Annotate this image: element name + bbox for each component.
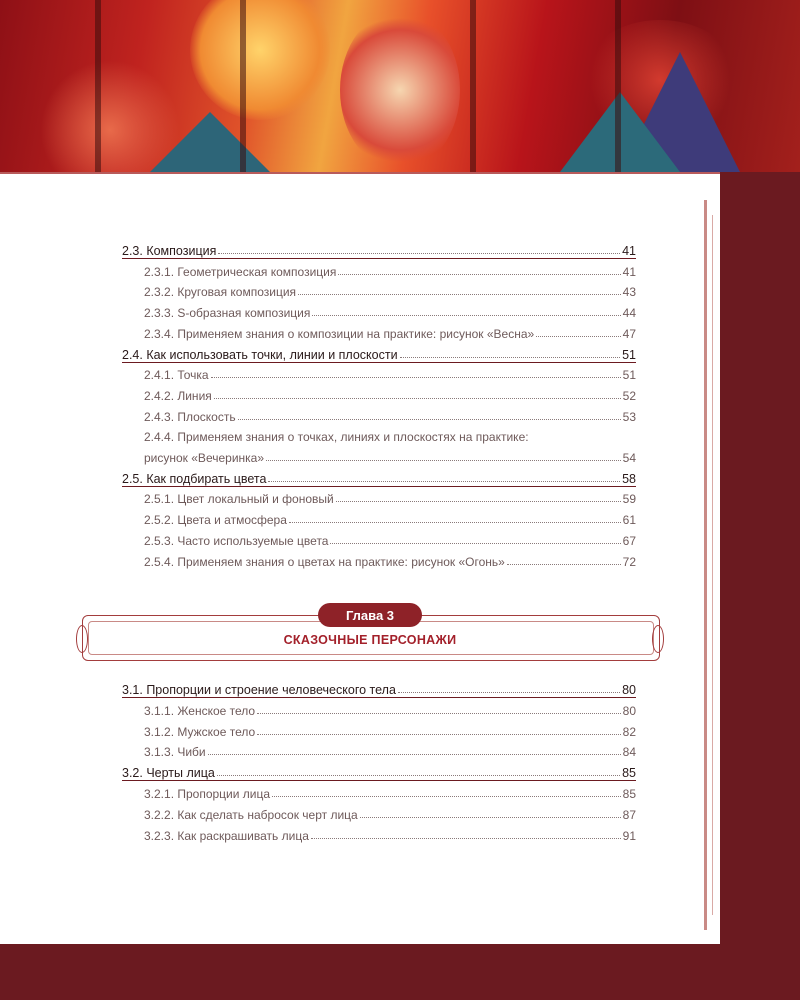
toc-subsection-entry[interactable] (144, 445, 636, 465)
toc-dot-leader (211, 377, 621, 378)
toc-subsection-entry[interactable] (144, 549, 636, 569)
toc-page-number: 58 (622, 471, 636, 486)
toc-entry-title: 2.5.3. Часто используемые цвета (144, 533, 329, 548)
toc-dot-leader (266, 460, 621, 461)
header-illustration (0, 0, 800, 172)
toc-page-number: 67 (622, 533, 636, 548)
toc-entry-title: 3.2. Черты лица (122, 766, 215, 781)
toc-dot-leader (289, 522, 621, 523)
toc-entry-title: 3.2.3. Как раскрашивать лица (144, 828, 309, 843)
chapter-header (72, 603, 668, 663)
toc-dot-leader (214, 398, 621, 399)
toc-page-number: 41 (622, 244, 636, 258)
toc-entry-title: 2.5.1. Цвет локальный и фоновый (144, 492, 334, 507)
toc-entry-title: 2.3.1. Геометрическая композиция (144, 264, 337, 279)
toc-page-number: 53 (622, 409, 636, 424)
toc-page-number: 59 (622, 492, 636, 507)
toc-entry-title: 2.5.2. Цвета и атмосфера (144, 513, 287, 528)
toc-page-number: 85 (622, 766, 636, 781)
footer-band (0, 944, 800, 1000)
toc-entry-title: 3.2.2. Как сделать набросок черт лица (144, 807, 358, 822)
toc-entry-title: 2.4.1. Точка (144, 368, 209, 383)
toc-subsection-entry[interactable] (144, 300, 636, 320)
toc-entry-title: 2.4.3. Плоскость (144, 409, 236, 424)
toc-dot-leader (360, 817, 621, 818)
toc-subsection-entry[interactable] (144, 528, 636, 548)
toc-dot-leader (311, 838, 621, 839)
toc-dot-leader (298, 294, 621, 295)
chapter-title: СКАЗОЧНЫЕ ПЕРСОНАЖИ (283, 633, 457, 647)
toc-subsection-entry[interactable] (144, 719, 636, 739)
toc-entry-title: 3.2.1. Пропорции лица (144, 787, 271, 801)
toc-page-number: 54 (622, 451, 636, 465)
toc-dot-leader (218, 253, 620, 254)
toc-dot-leader (238, 419, 621, 420)
toc-page-number: 41 (622, 264, 636, 279)
toc-page-number: 51 (622, 347, 636, 362)
toc-subsection-entry[interactable] (144, 383, 636, 403)
toc-section-entry[interactable] (122, 342, 636, 362)
page-border-ornament (704, 200, 707, 930)
toc-entry-title: 2.3.2. Круговая композиция (144, 285, 297, 300)
toc-entry-title: 3.1.1. Женское тело (144, 703, 256, 718)
window-frame (615, 0, 621, 172)
toc-entry-title: 2.5. Как подбирать цвета (122, 471, 267, 486)
toc-section-entry[interactable] (122, 760, 636, 780)
toc-subsection-entry[interactable] (144, 321, 636, 341)
toc-page-number: 85 (622, 787, 636, 801)
sun-glow (190, 0, 330, 120)
figure-highlight (340, 10, 460, 170)
toc-dot-leader (330, 543, 620, 544)
toc-section-entry[interactable] (122, 466, 636, 486)
toc-section-entry[interactable] (122, 238, 636, 258)
toc-subsection-entry[interactable] (144, 781, 636, 801)
toc-entry-title: 2.3. Композиция (122, 244, 217, 258)
toc-page-number: 72 (622, 554, 636, 569)
toc-dot-leader (400, 357, 621, 358)
toc-page-number: 87 (622, 807, 636, 822)
toc-dot-leader (507, 564, 621, 565)
toc-entry-title: 2.4.4. Применяем знания о точках, линиях и плоскостях на практике: (144, 430, 529, 445)
toc-dot-leader (336, 501, 621, 502)
toc-page-number: 80 (622, 703, 636, 718)
toc-subsection-entry[interactable] (144, 424, 636, 444)
toc-dot-leader (217, 775, 620, 776)
toc-entry-title: 3.1. Пропорции и строение человеческого тела (122, 683, 396, 697)
toc-page-number: 82 (622, 724, 636, 739)
chapter-badge: Глава 3 (318, 603, 422, 627)
toc-entry-title: 3.1.2. Мужское тело (144, 724, 256, 739)
toc-subsection-entry[interactable] (144, 362, 636, 382)
mountain-shape (150, 112, 270, 172)
toc-subsection-entry[interactable] (144, 507, 636, 527)
toc-entry-title: 2.3.4. Применяем знания о композиции на практике: рисунок «Весна» (144, 326, 535, 341)
toc-entry-title: 2.4.2. Линия (144, 388, 212, 403)
page-border-ornament (712, 215, 713, 915)
window-frame (95, 0, 101, 172)
toc-page-number: 44 (622, 306, 636, 321)
toc-entry-title: 2.3.3. S-образная композиция (144, 306, 311, 321)
toc-dot-leader (272, 796, 621, 797)
toc-subsection-entry[interactable] (144, 802, 636, 822)
toc-entry-title: 2.5.4. Применяем знания о цветах на практике: рисунок «Огонь» (144, 554, 505, 569)
toc-dot-leader (257, 734, 620, 735)
toc-page-number: 80 (622, 683, 636, 697)
toc-page-number: 51 (622, 368, 636, 383)
toc-entry-title: 3.1.3. Чиби (144, 745, 206, 760)
toc-entry-title: рисунок «Вечеринка» (144, 451, 265, 465)
toc-dot-leader (312, 315, 620, 316)
toc-subsection-entry[interactable] (144, 279, 636, 299)
toc-subsection-entry[interactable] (144, 259, 636, 279)
toc-page-number: 61 (622, 513, 636, 528)
toc-subsection-entry[interactable] (144, 404, 636, 424)
toc-subsection-entry[interactable] (144, 739, 636, 759)
toc-subsection-entry[interactable] (144, 823, 636, 843)
toc-section-entry[interactable] (122, 677, 636, 697)
toc-dot-leader (208, 754, 621, 755)
toc-page-number: 91 (622, 828, 636, 843)
toc-page-number: 84 (622, 745, 636, 760)
toc-subsection-entry[interactable] (144, 698, 636, 718)
toc-entry-title: 2.4. Как использовать точки, линии и плоскости (122, 347, 398, 362)
toc-page-number: 52 (622, 388, 636, 403)
toc-dot-leader (268, 481, 620, 482)
toc-subsection-entry[interactable] (144, 486, 636, 506)
toc-dot-leader (338, 274, 620, 275)
window-frame (470, 0, 476, 172)
window-frame (240, 0, 246, 172)
toc-dot-leader (536, 336, 620, 337)
toc-page-number: 47 (622, 326, 636, 341)
toc-dot-leader (398, 692, 620, 693)
toc-page-number: 43 (622, 285, 636, 300)
toc-dot-leader (257, 713, 621, 714)
